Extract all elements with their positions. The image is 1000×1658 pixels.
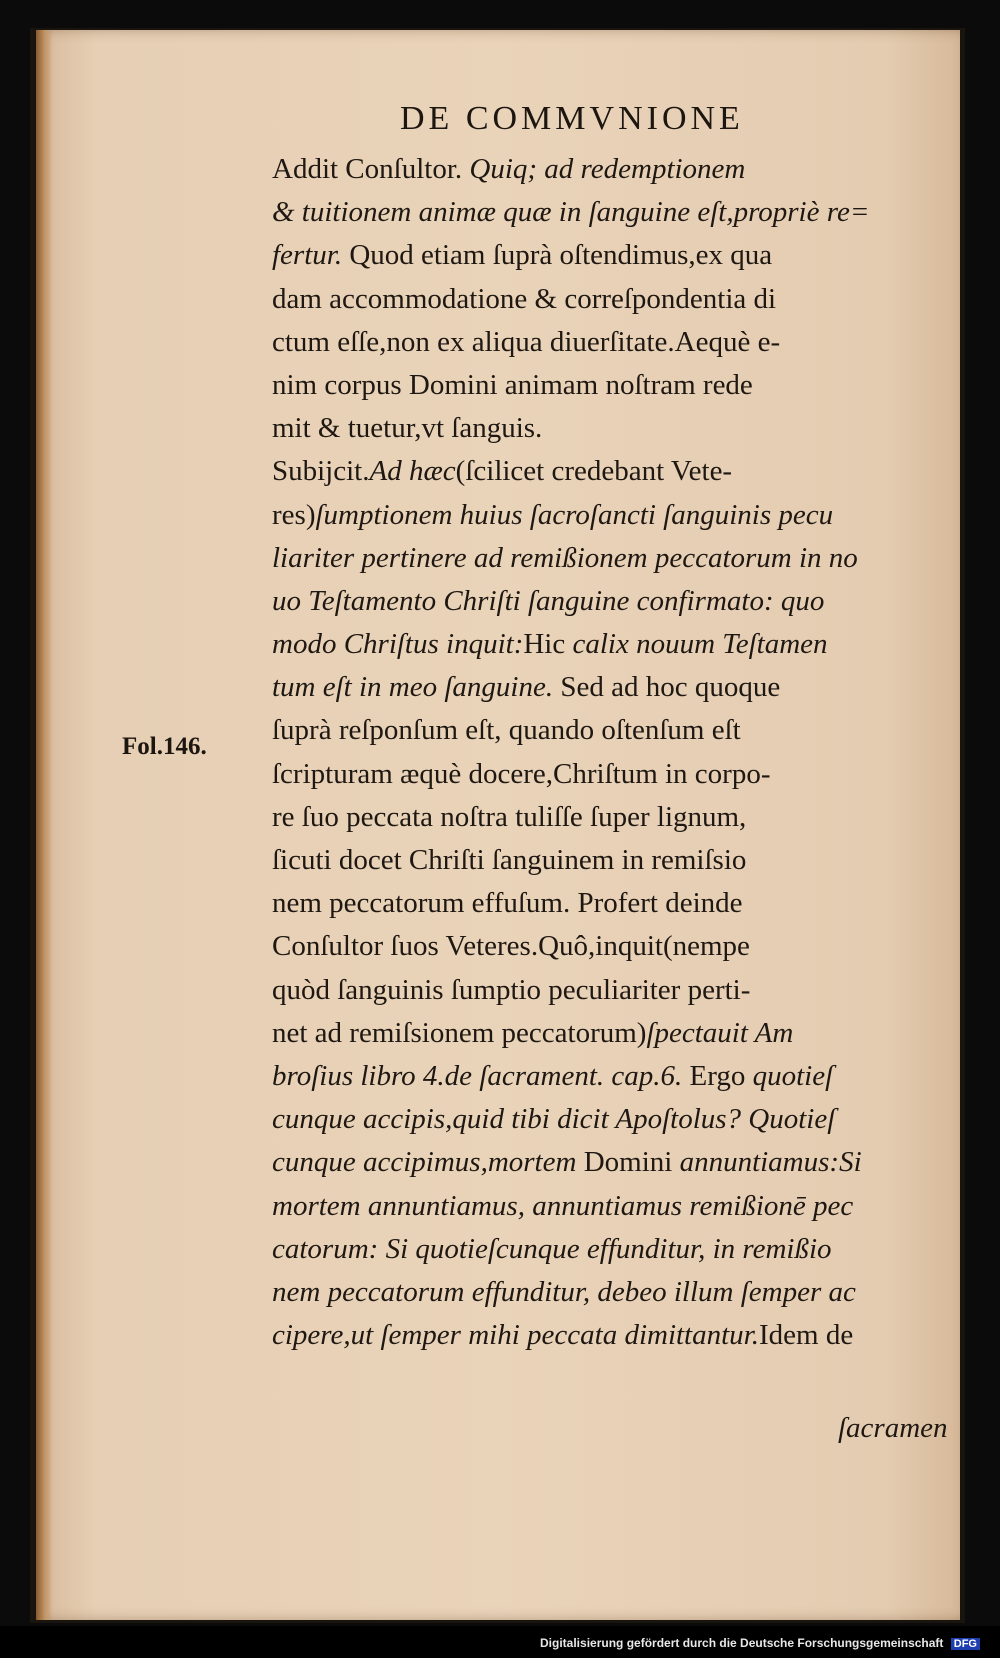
text-segment: dam accommodatione & correſpondentia di xyxy=(272,282,777,315)
text-segment: ctum eſſe,non ex aliqua diuerſitate.Aequè e- xyxy=(272,325,781,358)
text-segment: annuntiamus:Si xyxy=(679,1146,862,1179)
text-line xyxy=(272,1098,967,1141)
text-segment: ſpectauit Am xyxy=(646,1016,794,1049)
text-line xyxy=(272,148,967,191)
text-line xyxy=(272,1141,967,1184)
text-segment: catorum: Si quotieſcunque effunditur, in remißio xyxy=(272,1232,832,1265)
text-line xyxy=(272,925,967,968)
text-segment: & tuitionem animæ quæ in ſanguine eſt,propriè re= xyxy=(272,196,870,229)
text-line xyxy=(272,1185,967,1228)
text-line xyxy=(272,450,967,493)
text-line xyxy=(272,1228,967,1271)
text-line xyxy=(272,580,967,623)
text-segment: Quiq; ad redemptionem xyxy=(469,153,746,185)
text-segment: mit & tuetur,vt ſanguis. xyxy=(272,412,543,445)
margin-note: Fol.146. xyxy=(122,733,207,760)
text-segment: ſcripturam æquè docere,Chriſtum in corpo- xyxy=(272,757,771,790)
page-gutter xyxy=(36,30,52,1620)
text-segment: Sed ad hoc quoque xyxy=(553,671,781,704)
text-segment: cunque accipis,quid tibi dicit Apoſtolus? Quotieſ xyxy=(272,1103,836,1136)
text-segment: ſuprà reſponſum eſt, quando oſtenſum eſt xyxy=(272,714,741,747)
text-line xyxy=(272,709,967,752)
text-segment: Ad hæc xyxy=(369,455,456,488)
text-segment: modo Chriſtus inquit: xyxy=(272,628,524,661)
text-segment: Domini xyxy=(583,1146,680,1179)
body-text xyxy=(272,148,967,1357)
text-line xyxy=(272,1012,967,1055)
text-segment: liariter pertinere ad remißionem peccatorum in no xyxy=(272,541,858,574)
catchword: ſacramen xyxy=(838,1412,948,1444)
text-segment: cunque accipimus,mortem xyxy=(272,1146,584,1179)
text-segment: Addit Conſultor. xyxy=(272,153,470,185)
text-line xyxy=(272,407,967,450)
footer-text: Digitalisierung gefördert durch die Deutsche Forschungsgemeinschaft xyxy=(540,1636,944,1650)
text-segment: re ſuo peccata noſtra tuliſſe ſuper lignum, xyxy=(272,800,747,833)
text-segment: quotieſ xyxy=(752,1059,834,1092)
text-segment: calix nouum Teſtamen xyxy=(572,628,828,661)
text-segment: (ſcilicet credebant Vete- xyxy=(455,455,733,488)
text-segment: Quod etiam ſuprà oſtendimus,ex qua xyxy=(342,239,773,272)
text-line xyxy=(272,234,967,277)
text-segment: Idem de xyxy=(759,1319,854,1352)
running-header: DE COMMVNIONE xyxy=(400,100,744,137)
text-segment: net ad remiſsionem peccatorum) xyxy=(272,1016,647,1049)
text-line xyxy=(272,753,967,796)
text-line xyxy=(272,537,967,580)
text-line xyxy=(272,191,967,234)
text-segment: Ergo xyxy=(682,1059,753,1092)
text-line xyxy=(272,364,967,407)
dfg-logo: DFG xyxy=(951,1638,980,1650)
text-segment: cipere,ut ſemper mihi peccata dimittantur. xyxy=(272,1319,759,1352)
text-segment: ſicuti docet Chriſti ſanguinem in remiſsio xyxy=(272,844,747,876)
text-segment: Hic xyxy=(523,628,573,661)
text-line xyxy=(272,1271,967,1314)
text-segment: fertur. xyxy=(272,239,343,272)
text-line xyxy=(272,839,967,882)
text-line xyxy=(272,1055,967,1098)
text-segment: nim corpus Domini animam noſtram rede xyxy=(272,368,753,401)
text-segment: tum eſt in meo ſanguine. xyxy=(272,671,554,704)
text-line xyxy=(272,882,967,925)
text-segment: broſius libro 4.de ſacrament. cap.6. xyxy=(272,1059,683,1092)
footer-credit xyxy=(540,1636,980,1650)
text-line xyxy=(272,1314,967,1357)
text-segment: res) xyxy=(272,498,316,531)
text-segment: quòd ſanguinis ſumptio peculiariter perti- xyxy=(272,973,751,1006)
text-segment: uo Teſtamento Chriſti ſanguine confirmato: quo xyxy=(272,584,825,617)
text-line xyxy=(272,623,967,666)
text-segment: Conſultor ſuos Veteres.Quô,inquit(nempe xyxy=(272,930,750,963)
text-line xyxy=(272,278,967,321)
text-segment: Subijcit. xyxy=(272,455,370,488)
text-line xyxy=(272,666,967,709)
text-line xyxy=(272,321,967,364)
text-segment: nem peccatorum effuſum. Profert deinde xyxy=(272,887,743,920)
text-segment: nem peccatorum effunditur, debeo illum ſemper ac xyxy=(272,1275,856,1308)
text-line xyxy=(272,796,967,839)
text-segment: mortem annuntiamus, annuntiamus remißionē pec xyxy=(272,1189,854,1222)
text-segment: ſumptionem huius ſacroſancti ſanguinis pecu xyxy=(315,498,834,531)
text-line xyxy=(272,494,967,537)
text-line xyxy=(272,969,967,1012)
